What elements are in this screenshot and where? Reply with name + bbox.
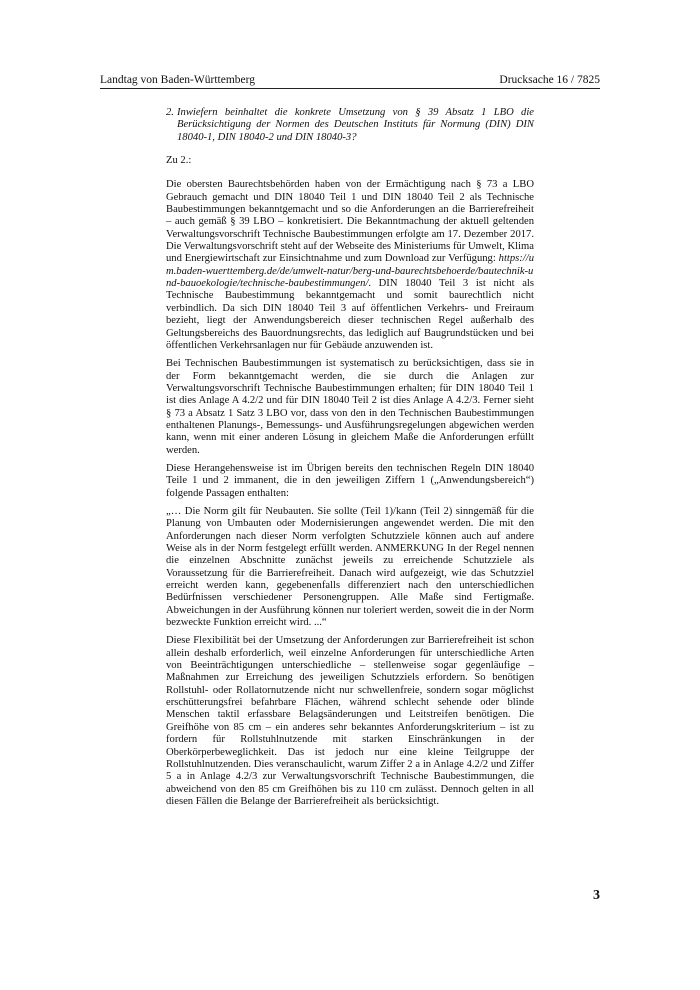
paragraph-2: Bei Technischen Baubestimmungen ist systematisch zu berücksichtigen, dass sie in der Form bekanntgemacht werden, die sie durch die Anlagen zur Verwaltungsvorschrift Technische Baubestimmungen erhalten; für DIN 18040 Teil 1 ist dies Anlage A 4.2/2 und für DIN 18040 Teil 2 ist dies Anlage A 4.2/3. Ferner sieht § 73 a Absatz 1 Satz 3 LBO vor, dass von den in den Technischen Baubestimmungen enthaltenen Planungs-, Bemessungs- und Ausführungsregelungen abgewichen werden kann, wenn mit einer anderen Lösung in gleichem Maße die Anforderungen erfüllt werden.	[166, 358, 534, 456]
question-number: 2.	[166, 107, 174, 118]
ministry-url: https://um.baden-wuerttemberg.de/de/umwelt-natur/berg-und-baurechtsbehoerde/bautechnik-und-bauoekologie/technische-baubestimmungen/	[166, 253, 534, 290]
header-document-number: Drucksache 16 / 7825	[499, 74, 600, 86]
header-divider	[100, 88, 600, 89]
question-block	[166, 107, 534, 144]
norm-quote: „… Die Norm gilt für Neubauten. Sie sollte (Teil 1)/kann (Teil 2) sinngemäß für die Planung von Umbauten oder Modernisierungen angewendet werden. Die mit den Anforderungen nach dieser Norm verfolgten Schutzziele können auch auf andere Weise als in der Norm festgelegt erfüllt werden. ANMERKUNG In der Regel nennen die einzelnen Abschnitte zunächst jeweils zu erreichende Schutzziele als Voraussetzung für die Barrierefreiheit. Danach wird aufgezeigt, wie das Schutzziel erreicht werden kann, gegebenenfalls differenziert nach den unterschiedlichen Bedürfnissen verschiedener Personengruppen. Alle Maße sind Fertigmaße. Abweichungen in der Ausführung können nur toleriert werden, soweit die in der Norm bezweckte Funktion erreicht wird. ...“	[166, 505, 534, 629]
paragraph-5: Diese Flexibilität bei der Umsetzung der Anforderungen zur Barrierefreiheit ist schon allein deshalb erforderlich, weil einzelne Anforderungen für unterschiedliche Arten von Beeinträchtigungen unterschiedliche – stellenweise sogar gegenläufige – Maßnahmen zur Erreichung des jeweiligen Schutzziels erfordern. So benötigen Rollstuhl- oder Rollatornutzende nicht nur schwellenfreie, sondern sogar möglichst erschütterungsfrei befahrbare Flächen, während schlecht sehende oder blinde Menschen taktil erfassbare Belagsänderungen und Leitstreifen benötigen. Die Greifhöhe von 85 cm – ein anderes sehr bekanntes Anforderungskriterium – ist zu fordern für Rollstuhlnutzende mit starken Einschränkungen in der Oberkörperbeweglichkeit. Das ist jedoch nur eine kleine Teilgruppe der Rollstuhlnutzenden. Dies veranschaulicht, warum Ziffer 2 a in Anlage 4.2/2 und Ziffer 5 a in Anlage 4.2/3 zur Verwaltungsvorschrift Technische Baubestimmungen, die abweichend von den 85 cm Greifhöhen bis zu 110 cm zulässt. Dennoch gelten in all diesen Fällen die Belange der Barrierefreiheit als berücksichtigt.	[166, 635, 534, 807]
paragraph-1	[166, 179, 534, 352]
paragraph-1-text-b: . DIN 18040 Teil 3 ist nicht als Technische Baubestimmung bekanntgemacht und somit baurechtlich nicht verbindlich. Da sich DIN 18040 Teil 3 auf öffentlichen Verkehrs- und Freiraum bezieht, liegt der Anwendungsbereich dieser technischen Regel außerhalb des Geltungsbereichs des Bauordnungsrechts, das lediglich auf Baugrundstücken und bei öffentlichen Verkehrsanlagen nur für Gebäude anzuwenden ist.	[166, 278, 534, 351]
body-content	[166, 107, 534, 814]
page-number: 3	[593, 888, 600, 903]
question-text: Inwiefern beinhaltet die konkrete Umsetzung von § 39 Absatz 1 LBO die Berücksichtigung der Normen des Deutschen Instituts für Normung (DIN) DIN 18040-1, DIN 18040-2 und DIN 18040-3?	[177, 107, 534, 143]
paragraph-3: Diese Herangehensweise ist im Übrigen bereits den technischen Regeln DIN 18040 Teile 1 und 2 immanent, die in den jeweiligen Ziffern 1 („Anwendungsbereich“) folgende Passagen enthalten:	[166, 462, 534, 499]
header-left-title: Landtag von Baden-Württemberg	[100, 74, 255, 86]
answer-heading: Zu 2.:	[166, 155, 192, 167]
paragraph-1-text-a: Die obersten Baurechtsbehörden haben von der Ermächtigung nach § 73 a LBO Gebrauch gemacht und DIN 18040 Teil 1 und DIN 18040 Teil 2 als Technische Baubestimmungen bekanntgemacht und so die Anforderungen an die Barrierefreiheit – auch gemäß § 39 LBO – konkretisiert. Die Bekanntmachung der aktuell geltenden Verwaltungsvorschrift Technische Baubestimmungen erfolgte am 17. Dezember 2017. Die Verwaltungsvorschrift steht auf der Webseite des Ministeriums für Umwelt, Klima und Energiewirtschaft zur Einsichtnahme und zum Download zur Verfügung:	[166, 179, 534, 265]
